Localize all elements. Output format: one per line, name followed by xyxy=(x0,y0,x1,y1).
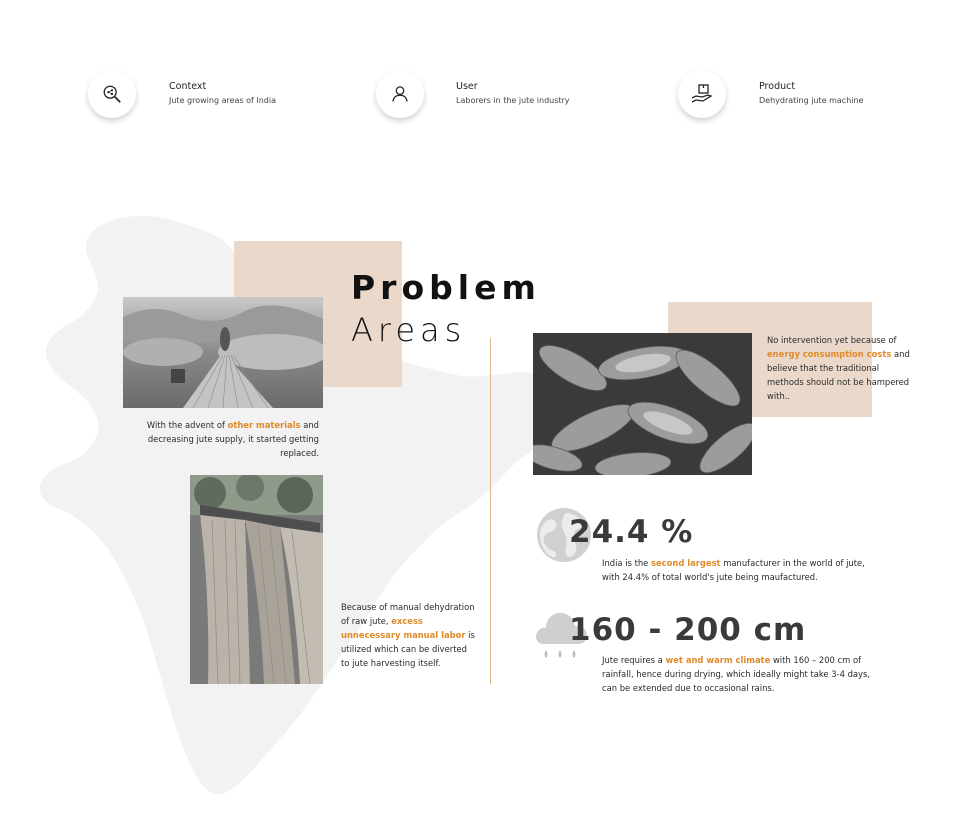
title-areas: Areas xyxy=(351,311,467,349)
product-title: Product xyxy=(759,81,796,92)
stat-value-rainfall: 160 - 200 cm xyxy=(569,612,807,648)
user-subtitle: Laborers in the jute industry xyxy=(456,96,570,105)
magnifier-share-icon xyxy=(101,83,123,105)
product-icon-button[interactable] xyxy=(678,70,726,118)
jute-field-photo xyxy=(123,297,323,408)
left-paragraph-2: Because of manual dehydration of raw jute, excess unnecessary manual labor is utilized which can be diverted to jute harvesting itself. xyxy=(341,602,475,668)
jute-leaves-photo xyxy=(533,333,752,475)
user-title: User xyxy=(456,81,478,92)
center-divider xyxy=(490,338,491,684)
title-problem: Problem xyxy=(351,268,541,307)
stat-text-24: India is the second largest manufacturer in the world of jute, with 24.4% of total world's jute being maufactured. xyxy=(602,558,865,582)
stat-value-24: 24.4 % xyxy=(569,514,694,550)
right-paragraph-1: No intervention yet because of energy consumption costs and believe that the traditional methods should not be hampered with.. xyxy=(767,335,910,401)
product-subtitle: Dehydrating jute machine xyxy=(759,96,864,105)
context-title: Context xyxy=(169,81,207,92)
stat-text-rainfall: Jute requires a wet and warm climate with 160 – 200 cm of rainfall, hence during drying, which ideally might take 3-4 days, can be extended due to occasional rains. xyxy=(602,655,870,693)
user-icon-button[interactable] xyxy=(376,70,424,118)
user-icon xyxy=(390,84,410,104)
jute-drying-photo xyxy=(190,475,323,684)
context-subtitle: Jute growing areas of India xyxy=(169,96,277,105)
box-hand-icon xyxy=(690,82,714,106)
context-icon-button[interactable] xyxy=(88,70,136,118)
left-paragraph-1: With the advent of other materials and decreasing jute supply, it started getting replaced. xyxy=(146,420,319,458)
